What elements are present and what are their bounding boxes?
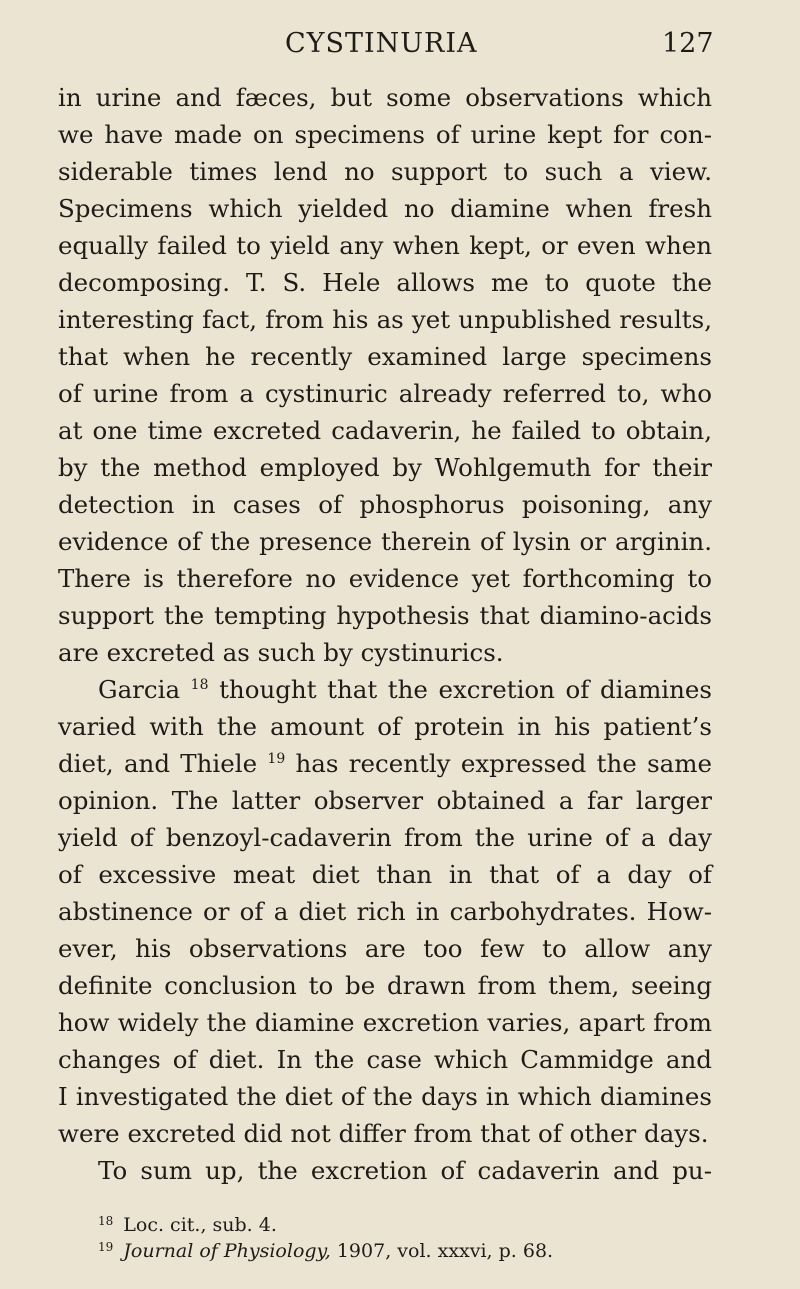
text-line: were excreted did not differ from that of other days.	[58, 1119, 709, 1148]
footnote-reference: 19	[267, 751, 286, 767]
footnote-reference: 18	[190, 677, 209, 693]
text-line: support the tempting hypothesis that diamino-acids	[58, 601, 712, 630]
text-line: yield of benzoyl-cadaverin from the urine of a day	[58, 823, 712, 852]
text-line: that when he recently examined large specimens	[58, 342, 712, 371]
text-line: changes of diet. In the case which Cammidge and	[58, 1045, 712, 1074]
text-line: we have made on specimens of urine kept for con-	[58, 120, 712, 149]
text-line	[58, 671, 712, 708]
text-line: ever, his observations are too few to allow any	[58, 934, 712, 963]
footnote-text: 1907, vol. xxxvi, p. 68.	[336, 1240, 554, 1262]
text-line: varied with the amount of protein in his patient’s	[58, 712, 712, 741]
text-line: There is therefore no evidence yet forthcoming to	[58, 564, 712, 593]
footnote-text: Loc. cit., sub. 4.	[123, 1214, 277, 1236]
text-line: opinion. The latter observer obtained a far larger	[58, 786, 712, 815]
text-line: To sum up, the excretion of cadaverin and pu-	[98, 1156, 712, 1185]
journal-title: Journal of Physiology,	[123, 1240, 331, 1262]
text-line: by the method employed by Wohlgemuth for their	[58, 453, 712, 482]
text-fragment: thought that the excretion of diamines	[219, 675, 712, 704]
text-line: detection in cases of phosphorus poisoning, any	[58, 490, 712, 519]
text-line: in urine and fæces, but some observations which	[58, 83, 712, 112]
text-line: Specimens which yielded no diamine when fresh	[58, 194, 712, 223]
body-text	[58, 79, 712, 1189]
footnote	[98, 1238, 718, 1264]
page-header	[0, 28, 800, 68]
footnote-mark: 19	[98, 1240, 114, 1254]
footnote	[98, 1212, 718, 1238]
page-number: 127	[662, 28, 714, 59]
text-line	[58, 745, 712, 782]
text-fragment: diet, and Thiele	[58, 749, 258, 778]
running-title: CYSTINURIA	[285, 28, 478, 59]
text-line: are excreted as such by cystinurics.	[58, 638, 504, 667]
text-line: I investigated the diet of the days in which diamines	[58, 1082, 712, 1111]
text-line: equally failed to yield any when kept, or even when	[58, 231, 712, 260]
text-fragment: has recently expressed the same	[295, 749, 712, 778]
text-line: evidence of the presence therein of lysin or arginin.	[58, 527, 712, 556]
text-line: decomposing. T. S. Hele allows me to quote the	[58, 268, 712, 297]
text-line: siderable times lend no support to such a view.	[58, 157, 712, 186]
text-line: of urine from a cystinuric already referred to, who	[58, 379, 712, 408]
text-fragment: Garcia	[98, 675, 181, 704]
text-line: of excessive meat diet than in that of a day of	[58, 860, 712, 889]
text-line: abstinence or of a diet rich in carbohydrates. How-	[58, 897, 712, 926]
text-line: at one time excreted cadaverin, he failed to obtain,	[58, 416, 712, 445]
footnotes	[98, 1212, 718, 1264]
text-line: how widely the diamine excretion varies, apart from	[58, 1008, 712, 1037]
footnote-mark: 18	[98, 1214, 114, 1228]
text-line: interesting fact, from his as yet unpublished results,	[58, 305, 712, 334]
text-line: definite conclusion to be drawn from them, seeing	[58, 971, 712, 1000]
